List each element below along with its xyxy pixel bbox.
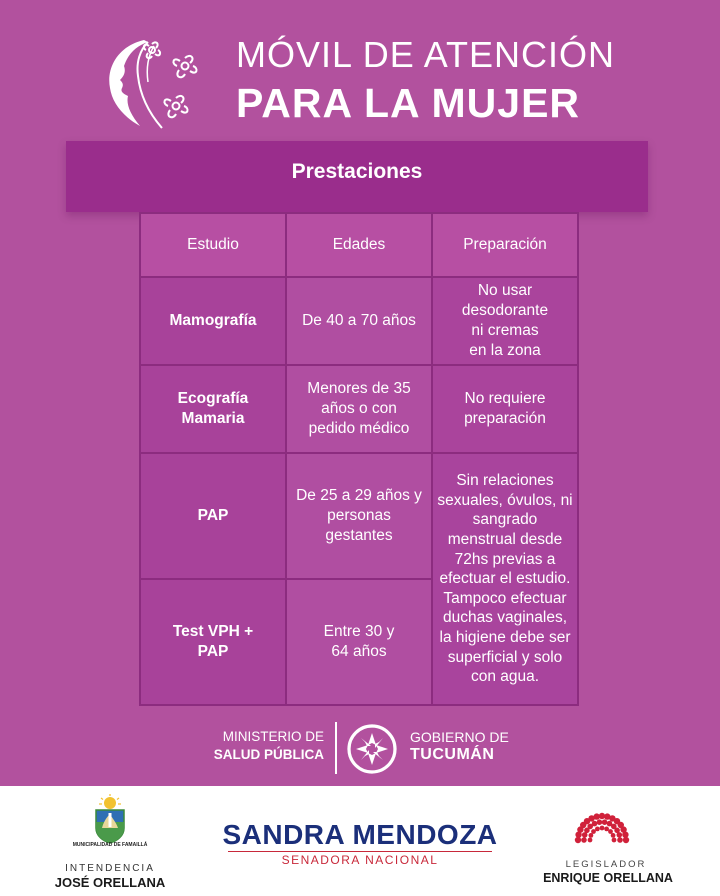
logo-dot: [581, 837, 587, 843]
senator-role: SENADORA NACIONAL: [228, 851, 492, 869]
banner-label: Prestaciones: [291, 160, 423, 183]
title-line-2: PARA LA MUJER: [236, 80, 581, 126]
row-pap-prep: Sin relaciones sexuales, óvulos, ni sangrado menstrual desde 72hs previas a efectuar el estudio. Tampoco efectuar duchas vaginales, la higiene debe ser superficial y solo con agua.: [431, 452, 579, 706]
row-mamografia-study: Mamografía: [139, 276, 287, 366]
ministry-name: [200, 728, 324, 764]
header-estudio: Estudio: [139, 212, 287, 278]
senator-name: SANDRA MENDOZA: [222, 819, 498, 850]
logo-dot: [592, 821, 598, 827]
title-line-1: MÓVIL DE ATENCIÓN: [236, 34, 616, 75]
logo-dot: [617, 832, 623, 838]
logo-dot: [600, 826, 605, 831]
municipality-line-1: INTENDENCIA: [65, 863, 155, 874]
municipality-line-2: JOSÉ ORELLANA: [54, 875, 166, 890]
logo-dot: [595, 827, 600, 832]
ministry-divider: [335, 722, 337, 774]
municipality-small-label: MUNICIPALIDAD DE FAMAILLÁ: [72, 842, 148, 848]
header-edades: Edades: [285, 212, 433, 278]
header-preparacion: Preparación: [431, 212, 579, 278]
row-vph-study: Test VPH + PAP: [139, 578, 287, 706]
logo-dot: [611, 833, 616, 838]
logo-dot: [608, 829, 613, 834]
ministry-block: [200, 722, 530, 778]
logo-dot: [602, 819, 608, 825]
logo-dot: [623, 837, 629, 843]
logo-dot: [597, 819, 603, 825]
logo-dot: [612, 838, 617, 843]
logo-dot: [588, 838, 593, 843]
row-vph-ages: Entre 30 y 64 años: [285, 578, 433, 706]
row-mamografia-prep: No usar desodorante ni cremas en la zona: [431, 276, 579, 366]
government-name: [410, 728, 509, 764]
row-pap-study: PAP: [139, 452, 287, 580]
red-dot-arc-icon: [572, 804, 632, 856]
ministry-line-1: MINISTERIO DE: [222, 729, 324, 744]
ministry-line-2: SALUD PÚBLICA: [213, 747, 324, 762]
logo-dot: [617, 837, 623, 843]
logo-dot: [604, 827, 609, 832]
government-line-1: GOBIERNO DE: [410, 729, 509, 745]
legislator-line-2: ENRIQUE ORELLANA: [543, 871, 673, 885]
logo-dot: [591, 829, 596, 834]
prestaciones-banner: [66, 141, 648, 212]
government-line-2: TUCUMÁN: [410, 746, 495, 763]
row-ecografia-prep: No requiere preparación: [431, 364, 579, 454]
row-pap-ages: De 25 a 29 años y personas gestantes: [285, 452, 433, 580]
row-mamografia-ages: De 40 a 70 años: [285, 276, 433, 366]
row-ecografia-ages: Menores de 35 años o con pedido médico: [285, 364, 433, 454]
sponsors-footer: [0, 786, 720, 896]
woman-profile-with-flowers-icon: [100, 36, 220, 132]
row-ecografia-study: Ecografía Mamaria: [139, 364, 287, 454]
services-table: [139, 212, 579, 706]
famailla-crest-icon: [90, 794, 130, 844]
tucuman-sun-icon: [346, 723, 398, 775]
logo-dot: [589, 833, 594, 838]
legislator-line-1: LEGISLADOR: [565, 859, 647, 870]
